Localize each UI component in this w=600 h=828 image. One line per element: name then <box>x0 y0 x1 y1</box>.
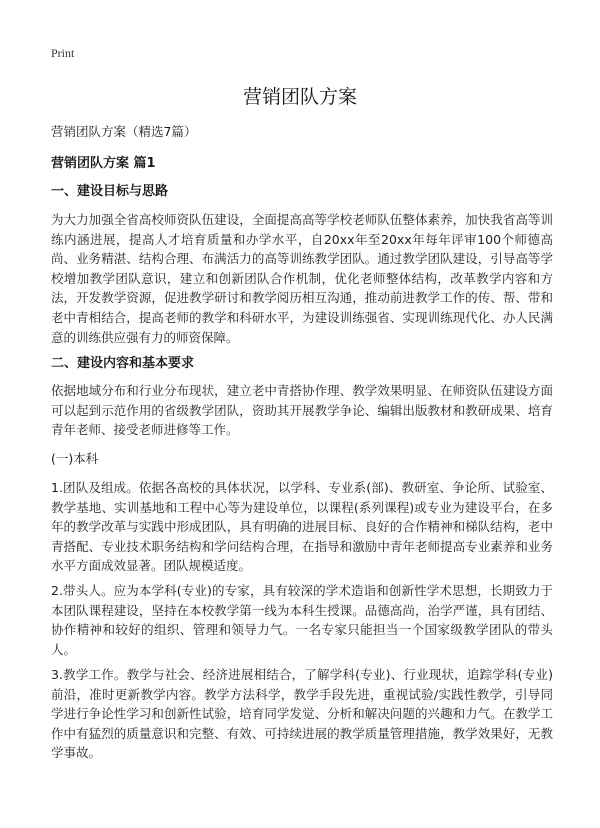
page-title: 营销团队方案 <box>242 86 357 108</box>
paragraph-goals: 为大力加强全省高校师资队伍建设，全面提高高等学校老师队伍整体素养，加快我省高等训练内涵进展，提高人才培育质量和办学水平，自20xx年至20xx年每年评审100个师德高尚、业务精湛、结构合理、布满活力的高等训练教学团队。通过教学团队建设，引导高等学校增加教学团队意识，建立和创新团队合作机制，优化老师整体结构，改革教学内容和方法，开发教学资源，促进教学研讨和教学阅历相互沟通，推动前进教学工作的传、帮、带和老中青相结合，提高老师的教学和科研水平，为建设训练强省、实现训练现代化、办人民满意的训练供应强有力的师资保障。 <box>51 212 553 345</box>
list-item-teaching: 3.教学工作。教学与社会、经济进展相结合，了解学科(专业)、行业现状，追踪学科(专业)前沿，准时更新教学内容。教学方法科学，教学手段先进，重视试验/实践性教学，引导同学进行争论性学习和创新性试验，培育同学发觉、分析和解决问题的兴趣和力气。在教学工作中有猛烈的质量意识和完整、有效、可持续进展的教学质量管理措施，教学效果好，无教学事故。 <box>51 667 553 761</box>
section-heading-goals: 一、建设目标与思路 <box>51 184 169 199</box>
list-item-team: 1.团队及组成。依据各高校的具体状况，以学科、专业系(部)、教研室、争论所、试验室、教学基地、实训基地和工程中心等为建设单位，以课程(系列课程)或专业为建设平台，在多年的教学改革与实践中形成团队，具有明确的进展目标、良好的合作精神和梯队结构，老中青搭配、专业技术职务结构和学问结构合理，在指导和激励中青年老师提高专业素养和业务水平方面成效显著。团队规模适度。 <box>51 480 553 574</box>
article-heading: 营销团队方案 篇1 <box>51 156 156 171</box>
section-heading-content: 二、建设内容和基本要求 <box>51 356 195 371</box>
sub-section-label: (一)本科 <box>51 451 99 466</box>
print-link[interactable]: Print <box>51 46 75 60</box>
list-item-leader: 2.带头人。应为本学科(专业)的专家，具有较深的学术造诣和创新性学术思想，长期致力于本团队课程建设，坚持在本校教学第一线为本科生授课。品德高尚，治学严谨，具有团结、协作精神和较好的组织、管理和领导力气。一名专家只能担当一个国家级教学团队的带头人。 <box>51 583 553 657</box>
document-subtitle: 营销团队方案（精选7篇） <box>51 124 197 139</box>
paragraph-content-intro: 依据地域分布和行业分布现状，建立老中青搭协作理、教学效果明显、在师资队伍建设方面可以起到示范作用的省级教学团队，资助其开展教学争论、编辑出版教材和教研成果、培育青年老师、接受老师进修等工作。 <box>51 383 553 438</box>
